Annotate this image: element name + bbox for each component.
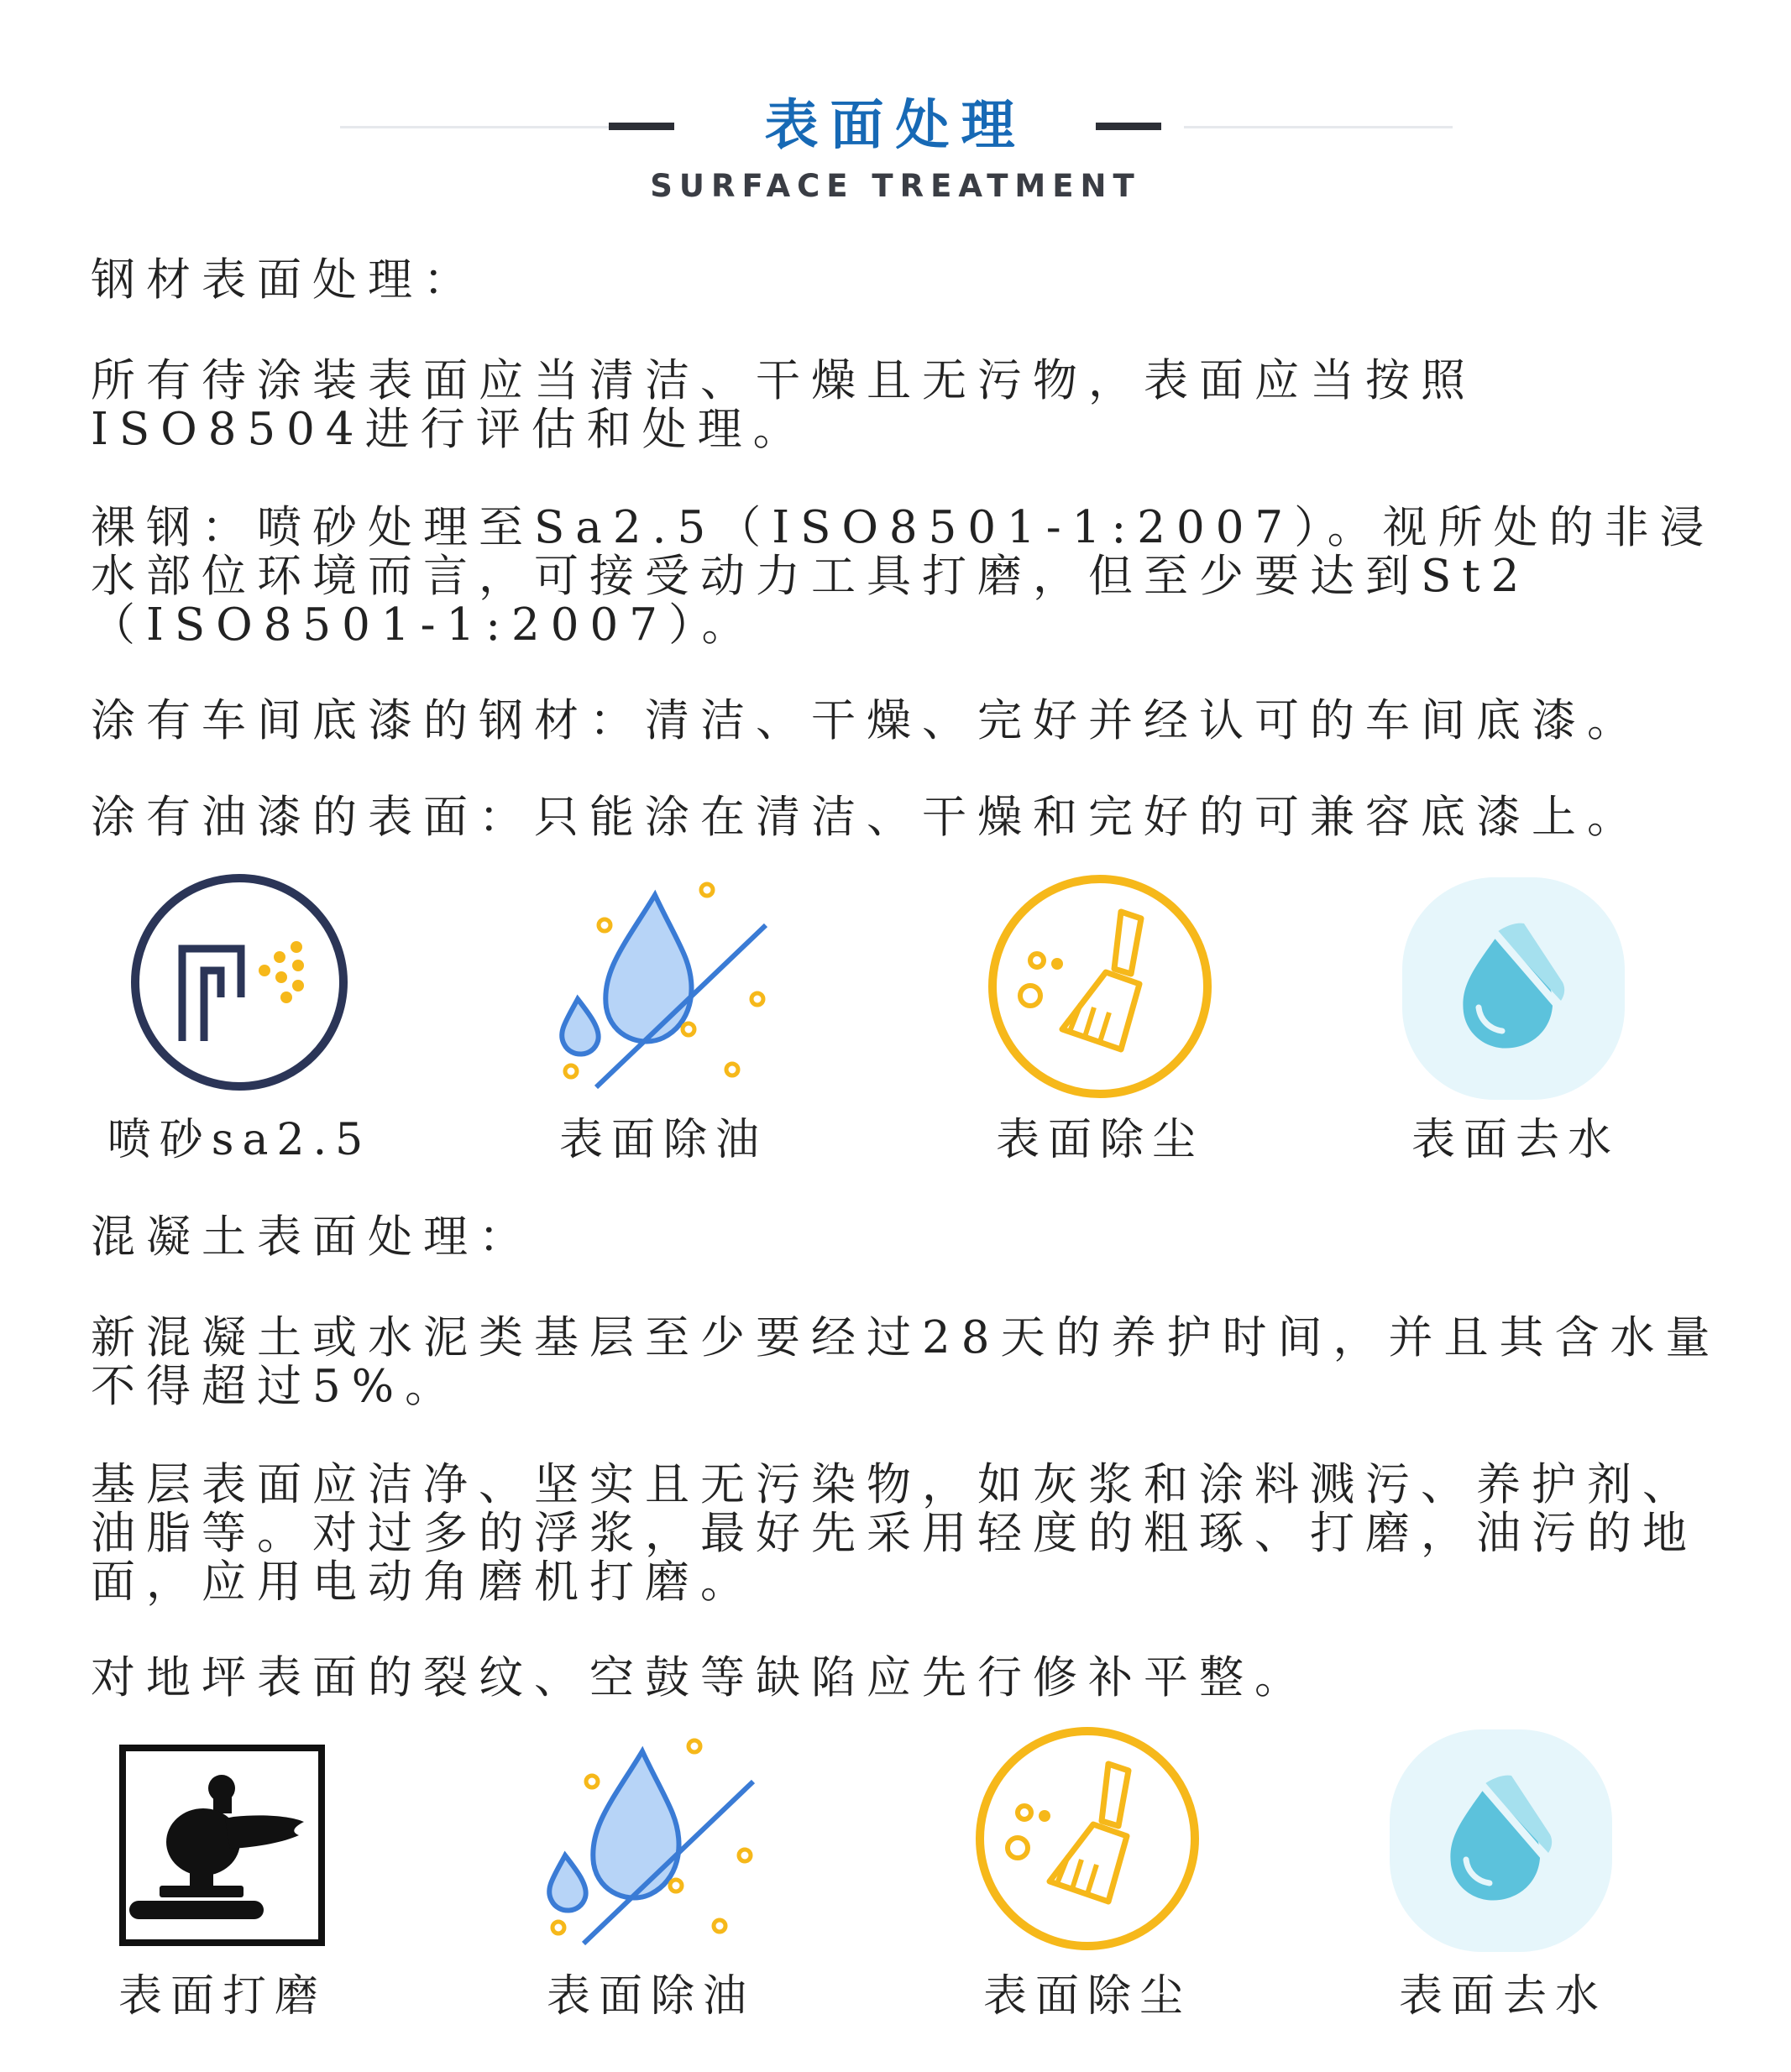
steel-paragraph-2: 裸钢：喷砂处理至Sa2.5（ISO8501-1:2007）。视所处的非浸水部位环境而言，可接受动力工具打磨，但至少要达到St2（ISO8501-1:2007）。 — [91, 502, 1715, 651]
steel-paragraph-1: 所有待涂装表面应当清洁、干燥且无污物，表面应当按照ISO8504进行评估和处理。 — [91, 355, 1476, 455]
steel-icon-label-1: 喷砂sa2.5 — [107, 1115, 372, 1165]
page-title: 表面处理 — [764, 95, 1027, 157]
steel-icon-label-4: 表面去水 — [1411, 1115, 1620, 1165]
section-header — [0, 84, 1791, 218]
degrease-icon — [533, 1729, 768, 1956]
water-removal-icon — [1385, 1725, 1616, 1956]
concrete-icon-label-3: 表面除尘 — [982, 1971, 1191, 2022]
concrete-icon-label-4: 表面去水 — [1398, 1971, 1607, 2022]
concrete-icon-label-1: 表面打磨 — [118, 1971, 327, 2022]
broom-icon — [974, 1725, 1201, 1952]
concrete-icon-label-2: 表面除油 — [546, 1971, 755, 2022]
concrete-paragraph-1: 新混凝土或水泥类基层至少要经过28天的养护时间，并且其含水量不得超过5%。 — [91, 1312, 1721, 1412]
sandblast-icon — [130, 873, 348, 1091]
concrete-paragraph-3: 对地坪表面的裂纹、空鼓等缺陷应先行修补平整。 — [91, 1652, 1310, 1703]
grinder-icon — [119, 1745, 325, 1946]
concrete-heading: 混凝土表面处理： — [91, 1211, 534, 1263]
steel-heading: 钢材表面处理： — [91, 254, 479, 306]
degrease-icon — [546, 873, 781, 1100]
steel-icon-label-2: 表面除油 — [558, 1115, 767, 1165]
steel-icon-label-3: 表面除尘 — [995, 1115, 1204, 1165]
steel-paragraph-4: 涂有油漆的表面：只能涂在清洁、干燥和完好的可兼容底漆上。 — [91, 792, 1642, 843]
concrete-paragraph-2: 基层表面应洁净、坚实且无污染物，如灰浆和涂料溅污、养护剂、油脂等。对过多的浮浆，最好先采用轻度的粗琢、打磨，油污的地面，应用电动角磨机打磨。 — [91, 1459, 1698, 1608]
page-subtitle: SURFACE TREATMENT — [650, 168, 1141, 204]
broom-icon — [987, 873, 1213, 1100]
steel-paragraph-3: 涂有车间底漆的钢材：清洁、干燥、完好并经认可的车间底漆。 — [91, 695, 1642, 746]
water-removal-icon — [1398, 873, 1629, 1104]
